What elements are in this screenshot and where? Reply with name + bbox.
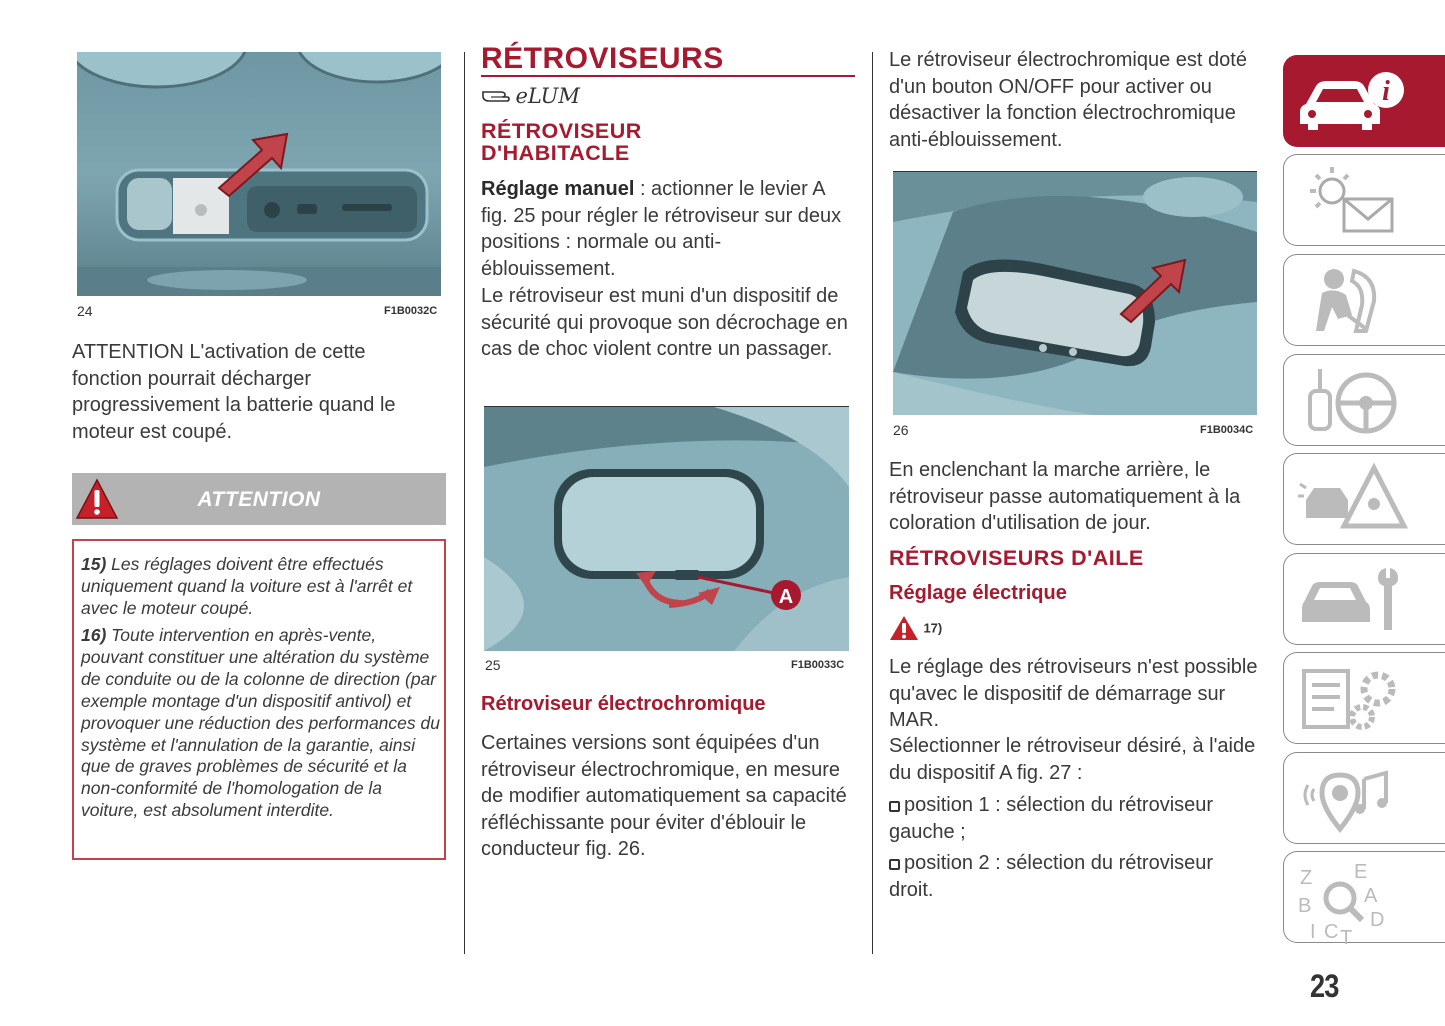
figure-26-code: F1B0034C [1200, 424, 1254, 436]
svg-text:i: i [1382, 76, 1390, 107]
mar-paragraph: Le réglage des rétroviseurs n'est possible qu'avec le dispositif de démarrage sur MAR. [889, 656, 1258, 732]
light-message-icon [1294, 161, 1414, 239]
warning-triangle-small-icon [889, 615, 919, 641]
multimedia-icon [1294, 759, 1414, 837]
warning-item-16 [81, 625, 441, 822]
warning-16-text: Toute intervention en après-vente, pouvant constituer une altération du système de conduite ou de la colonne de direction (par exemple montage d'un dispositif antivol) et provoquer une réduction des performances du système et l'annulation de la garantie, ainsi que de graves problèmes de sécurité et la non-conformité de l'homologation de la voiture, est absolument interdite. [81, 625, 440, 821]
checkbox-bullet-icon [889, 801, 900, 812]
airbag-seat-icon [1294, 261, 1414, 339]
bullet-1-text: position 1 : sélection du rétroviseur gauche ; [889, 794, 1214, 843]
elum-badge [481, 84, 580, 108]
column-divider-2 [872, 52, 873, 954]
figure-26-number: 26 [893, 422, 909, 438]
manual-adjust-text: : actionner le levier A fig. 25 pour régler le rétroviseur sur deux positions : normale ou anti-éblouissement. [481, 178, 842, 280]
svg-text:Z: Z [1300, 867, 1313, 889]
subsection-title-line1: RÉTROVISEUR [481, 119, 642, 143]
onoff-paragraph: Le rétroviseur électrochromique est doté d'un bouton ON/OFF pour activer ou désactiver la fonction électrochromique anti-éblouissement. [889, 49, 1247, 151]
warning-item-15 [81, 553, 441, 619]
svg-text:I: I [1310, 921, 1316, 943]
key-steering-icon [1294, 361, 1414, 439]
svg-text:T: T [1340, 927, 1353, 948]
figure-24-number: 24 [77, 303, 93, 319]
safety-paragraph: Le rétroviseur est muni d'un dispositif de sécurité qui provoque son décrochage en cas de choc violent contre un passager. [481, 285, 848, 361]
tab-starting-driving[interactable] [1283, 354, 1445, 446]
car-info-icon [1294, 62, 1414, 140]
figure-26-mirror-photo [893, 172, 1257, 415]
figure-24-console-photo [77, 52, 441, 296]
attention-header-bar [72, 473, 446, 525]
electrochromic-paragraph: Certaines versions sont équipées d'un rétroviseur électrochromique, en mesure de modifier automatiquement sa capacité réfléchissante pour éviter d'éblouir le conducteur fig. 26. [481, 732, 847, 861]
tab-technical-data[interactable] [1283, 652, 1445, 744]
section-title: RÉTROVISEURS [481, 42, 724, 75]
attention-header-text: ATTENTION [197, 488, 321, 511]
emergency-triangle-icon [1294, 460, 1414, 538]
tab-car-info[interactable] [1283, 55, 1445, 147]
svg-text:C: C [1324, 921, 1339, 943]
svg-text:A: A [1364, 885, 1378, 907]
figure-25-number: 25 [485, 657, 501, 673]
electric-adjust-heading: Réglage électrique [889, 582, 1067, 604]
reverse-gear-paragraph: En enclenchant la marche arrière, le rétroviseur passe automatiquement à la coloration d'utilisation de jour. [889, 459, 1241, 535]
warning-reference [889, 615, 942, 643]
page-number: 23 [1310, 968, 1339, 1004]
manual-adjust-paragraph [481, 176, 853, 282]
bullet-2-text: position 2 : sélection du rétroviseur droit. [889, 852, 1214, 901]
svg-text:E: E [1354, 861, 1368, 883]
figure-25-code: F1B0033C [791, 659, 845, 671]
tab-maintenance[interactable] [1283, 553, 1445, 645]
electrochromic-heading: Rétroviseur électrochromique [481, 693, 766, 715]
warning-15-text: Les réglages doivent être effectués uniquement quand la voiture est à l'arrêt et avec le moteur coupé. [81, 554, 413, 618]
warning-15-number: 15) [81, 554, 107, 574]
select-mirror-paragraph: Sélectionner le rétroviseur désiré, à l'aide du dispositif A fig. 27 : [889, 735, 1256, 784]
checkbox-bullet-icon [889, 859, 900, 870]
svg-text:D: D [1370, 909, 1385, 931]
manual-adjust-label: Réglage manuel [481, 178, 635, 200]
spec-gears-icon [1294, 659, 1414, 737]
bullet-position-2 [889, 850, 1261, 903]
car-tools-icon [1294, 560, 1414, 638]
bullet-position-1 [889, 792, 1261, 845]
tab-emergency[interactable] [1283, 453, 1445, 545]
wing-mirrors-heading: RÉTROVISEURS D'AILE [889, 546, 1144, 570]
tab-safety[interactable] [1283, 254, 1445, 346]
figure-26-top-rule [893, 171, 1257, 172]
svg-text:B: B [1298, 895, 1312, 917]
attention-note: ATTENTION L'activation de cette fonction pourrait décharger progressivement la batterie quand le moteur est coupé. [72, 341, 396, 443]
figure-25-label-A: A [778, 586, 794, 608]
pointing-hand-icon [481, 84, 511, 106]
warning-box [72, 539, 446, 860]
tab-lights-messages[interactable] [1283, 154, 1445, 246]
column-divider-1 [464, 52, 465, 954]
section-title-underline [481, 75, 855, 77]
figure-24-code: F1B0032C [384, 305, 438, 317]
subsection-title-line2: D'HABITACLE [481, 141, 630, 165]
index-search-icon [1294, 858, 1414, 948]
elum-text: eLUM [515, 84, 580, 108]
warning-reference-number: 17) [923, 620, 943, 636]
figure-25-top-rule [484, 406, 849, 407]
tab-index[interactable] [1283, 851, 1445, 948]
warning-16-number: 16) [81, 625, 107, 645]
tab-multimedia[interactable] [1283, 752, 1445, 844]
figure-25-mirror-photo [484, 407, 849, 651]
